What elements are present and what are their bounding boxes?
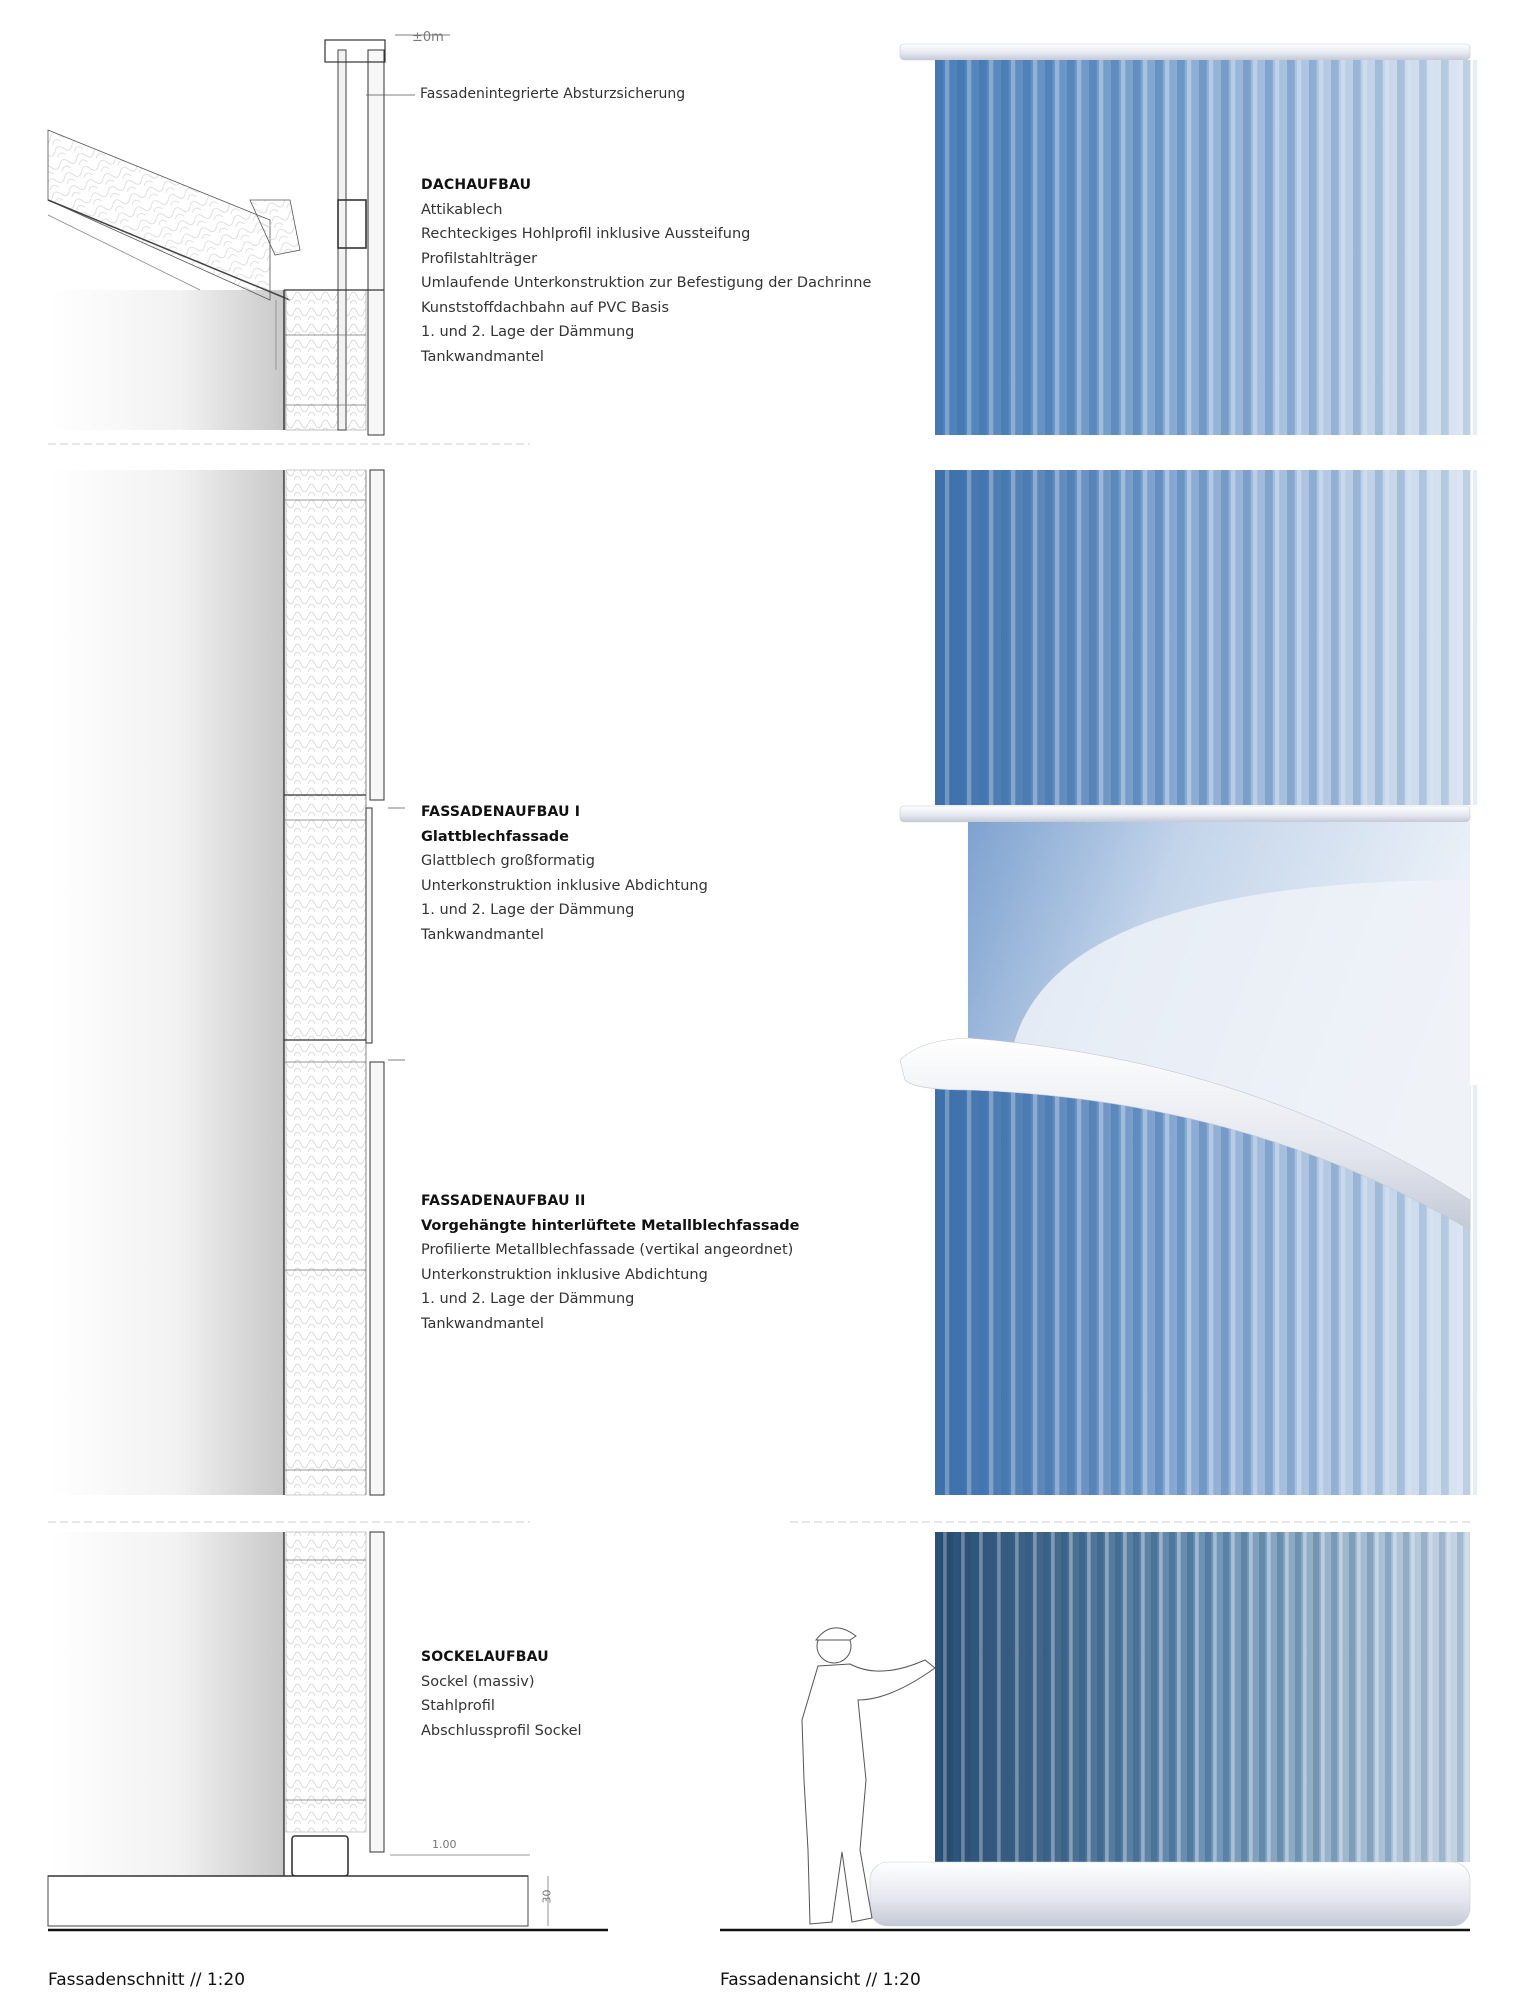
facade-rib-highlight — [1407, 470, 1411, 805]
callout-fall-protection: Fassadenintegrierte Absturzsicherung — [420, 86, 686, 102]
dachaufbau-item: Rechteckiges Hohlprofil inklusive Aussteifung — [421, 226, 751, 242]
facade-rib-highlight — [967, 60, 971, 435]
facade-rib — [1367, 1532, 1373, 1862]
facade-rib-highlight — [1473, 1085, 1477, 1495]
facade-rib — [1403, 1532, 1409, 1862]
section-wall-segment — [48, 470, 405, 1495]
sockelaufbau-heading: SOCKELAUFBAU — [421, 1649, 549, 1665]
facade-rib — [1133, 1532, 1139, 1862]
facade-rib — [1155, 60, 1163, 435]
facade-rib-highlight — [1165, 470, 1169, 805]
facade-rib-highlight — [1187, 1085, 1191, 1495]
facade-rib-highlight — [1121, 470, 1125, 805]
facade-rib — [1155, 470, 1163, 805]
facade-rib-highlight — [997, 1532, 1001, 1862]
fassadenaufbau-2-heading: FASSADENAUFBAU II — [421, 1193, 586, 1209]
facade-rib — [953, 1532, 959, 1862]
facade-rib-highlight — [1051, 1532, 1055, 1862]
facade-rib — [1349, 1532, 1355, 1862]
facade-rib-highlight — [1231, 1085, 1235, 1495]
level-label: ±0m — [412, 30, 444, 45]
dachaufbau-item: 1. und 2. Lage der Dämmung — [421, 324, 635, 340]
facade-rib — [1155, 1085, 1163, 1495]
facade-rib — [1331, 470, 1339, 805]
dimension-height-label: 30 — [540, 1889, 554, 1904]
facade-rib — [1265, 1085, 1273, 1495]
facade-rib — [1025, 1532, 1031, 1862]
facade-rib-highlight — [1077, 1085, 1081, 1495]
facade-rib — [1023, 470, 1031, 805]
facade-rib-highlight — [1069, 1532, 1073, 1862]
fassadenaufbau-2-item: Unterkonstruktion inklusive Abdichtung — [421, 1266, 708, 1283]
facade-rib-highlight — [1339, 1532, 1343, 1862]
fassadenaufbau-1-item: Unterkonstruktion inklusive Abdichtung — [421, 877, 708, 894]
facade-rib-highlight — [1357, 1532, 1361, 1862]
facade-rib — [1313, 1532, 1319, 1862]
facade-rib-highlight — [1011, 1085, 1015, 1495]
facade-rib-highlight — [1385, 60, 1389, 435]
note-sockelaufbau — [421, 1645, 582, 1743]
facade-rib — [1111, 470, 1119, 805]
fassadenaufbau-1-subheading: Glattblechfassade — [421, 828, 569, 845]
facade-rib — [1287, 60, 1295, 435]
facade-rib — [1133, 470, 1141, 805]
facade-rib-highlight — [967, 470, 971, 805]
facade-rib-highlight — [1231, 60, 1235, 435]
facade-rib — [1375, 60, 1383, 435]
facade-rib-highlight — [1363, 60, 1367, 435]
facade-rib-highlight — [1011, 470, 1015, 805]
facade-rib-highlight — [1321, 1532, 1325, 1862]
facade-rib — [1221, 470, 1229, 805]
facade-rib-highlight — [1341, 60, 1345, 435]
facade-rib — [1199, 470, 1207, 805]
facade-rib — [1023, 60, 1031, 435]
fassadenaufbau-2-item: Profilierte Metallblechfassade (vertikal angeordnet) — [421, 1242, 794, 1258]
facade-rib — [1187, 1532, 1193, 1862]
facade-rib-highlight — [1447, 1532, 1451, 1862]
facade-rib-highlight — [1429, 60, 1433, 435]
facade-rib — [1067, 470, 1075, 805]
facade-rib — [1243, 60, 1251, 435]
facade-rib-highlight — [1429, 470, 1433, 805]
facade-rib-highlight — [1143, 1085, 1147, 1495]
dachaufbau-item: Umlaufende Unterkonstruktion zur Befestigung der Dachrinne — [421, 275, 872, 291]
facade-rib-highlight — [1177, 1532, 1181, 1862]
facade-rib — [957, 470, 965, 805]
facade-rib — [1177, 1085, 1185, 1495]
facade-rib-highlight — [1267, 1532, 1271, 1862]
facade-rib — [1441, 60, 1449, 435]
facade-rib-highlight — [989, 60, 993, 435]
facade-rib-highlight — [1099, 60, 1103, 435]
facade-rib-highlight — [1209, 470, 1213, 805]
facade-rib — [1177, 60, 1185, 435]
facade-rib — [1079, 1532, 1085, 1862]
dachaufbau-item: Profilstahlträger — [421, 250, 538, 267]
facade-rib-highlight — [1275, 1085, 1279, 1495]
facade-rib — [1241, 1532, 1247, 1862]
facade-rib-highlight — [1209, 1085, 1213, 1495]
fassadenaufbau-2-subheading: Vorgehängte hinterlüftete Metallblechfassade — [421, 1217, 800, 1234]
facade-rib — [1045, 1085, 1053, 1495]
facade-rib — [935, 1532, 941, 1862]
facade-rib — [1441, 470, 1449, 805]
facade-rib — [1277, 1532, 1283, 1862]
facade-rib-highlight — [979, 1532, 983, 1862]
facade-rib — [1001, 1085, 1009, 1495]
facade-rib — [1439, 1532, 1445, 1862]
facade-rib-highlight — [1123, 1532, 1127, 1862]
facade-rib — [1045, 60, 1053, 435]
facade-rib-highlight — [1297, 470, 1301, 805]
facade-rib-highlight — [1451, 60, 1455, 435]
facade-rib — [957, 1085, 965, 1495]
facade-rib — [1177, 470, 1185, 805]
facade-rib-highlight — [1159, 1532, 1163, 1862]
caption-elevation: Fassadenansicht // 1:20 — [720, 1970, 921, 1990]
facade-rib — [1089, 60, 1097, 435]
facade-rib-highlight — [1011, 60, 1015, 435]
facade-rib-highlight — [1087, 1532, 1091, 1862]
facade-rib — [1089, 1085, 1097, 1495]
sockelaufbau-item: Sockel (massiv) — [421, 1673, 535, 1690]
dachaufbau-item: Attikablech — [421, 201, 503, 218]
facade-rib-highlight — [1319, 60, 1323, 435]
sockelaufbau-item: Abschlussprofil Sockel — [421, 1722, 582, 1739]
section-roof-segment — [48, 35, 450, 435]
facade-rib-highlight — [1121, 1085, 1125, 1495]
facade-rib-highlight — [1249, 1532, 1253, 1862]
facade-rib-highlight — [1451, 470, 1455, 805]
dimension-width-label: 1.00 — [432, 1838, 457, 1851]
facade-rib-highlight — [945, 470, 949, 805]
facade-rib — [1111, 1085, 1119, 1495]
facade-rib — [1001, 470, 1009, 805]
facade-rib-highlight — [1407, 60, 1411, 435]
facade-rib-highlight — [1165, 60, 1169, 435]
facade-rib-highlight — [1195, 1532, 1199, 1862]
facade-rib — [1375, 470, 1383, 805]
facade-rib-highlight — [1385, 470, 1389, 805]
facade-rib — [1309, 470, 1317, 805]
facade-rib-highlight — [1375, 1532, 1379, 1862]
facade-rib — [1419, 470, 1427, 805]
facade-rib-highlight — [1411, 1532, 1415, 1862]
dachaufbau-item: Tankwandmantel — [421, 348, 544, 365]
facade-rib — [1111, 60, 1119, 435]
facade-rib — [1397, 470, 1405, 805]
facade-rib — [1001, 60, 1009, 435]
facade-rib — [1259, 1532, 1265, 1862]
facade-rib — [1067, 1085, 1075, 1495]
facade-rib-highlight — [1187, 470, 1191, 805]
note-dachaufbau — [421, 173, 871, 369]
facade-rib — [1067, 60, 1075, 435]
facade-rib-highlight — [1297, 60, 1301, 435]
facade-rib — [1243, 1085, 1251, 1495]
facade-rib — [1265, 60, 1273, 435]
facade-rib — [979, 470, 987, 805]
facade-rib-highlight — [1187, 60, 1191, 435]
facade-rib-highlight — [1121, 60, 1125, 435]
facade-rib-highlight — [1285, 1532, 1289, 1862]
facade-rib-highlight — [1319, 470, 1323, 805]
facade-rib-highlight — [1253, 60, 1257, 435]
facade-rib — [1265, 470, 1273, 805]
facade-rib-highlight — [1033, 1532, 1037, 1862]
facade-rib — [1043, 1532, 1049, 1862]
dachaufbau-item: Kunststoffdachbahn auf PVC Basis — [421, 299, 669, 316]
facade-rib — [1309, 60, 1317, 435]
facade-rib-highlight — [1077, 60, 1081, 435]
facade-rib — [1221, 1085, 1229, 1495]
facade-rib — [1421, 1532, 1427, 1862]
facade-rib — [1295, 1532, 1301, 1862]
facade-rib-highlight — [1099, 470, 1103, 805]
facade-rib — [1007, 1532, 1013, 1862]
caption-section: Fassadenschnitt // 1:20 — [48, 1970, 246, 1990]
facade-rib — [1331, 60, 1339, 435]
facade-rib — [1463, 60, 1471, 435]
facade-rib — [979, 60, 987, 435]
facade-rib-highlight — [1275, 470, 1279, 805]
facade-rib-highlight — [1275, 60, 1279, 435]
fassadenaufbau-1-item: 1. und 2. Lage der Dämmung — [421, 902, 635, 918]
facade-rib — [1089, 470, 1097, 805]
facade-rib — [1115, 1532, 1121, 1862]
facade-rib-highlight — [1055, 60, 1059, 435]
facade-rib-highlight — [1363, 470, 1367, 805]
facade-rib-highlight — [1253, 1085, 1257, 1495]
note-fassadenaufbau-2 — [421, 1189, 799, 1336]
facade-rib-highlight — [1055, 470, 1059, 805]
facade-rib-highlight — [1231, 470, 1235, 805]
fassadenaufbau-1-heading: FASSADENAUFBAU I — [421, 804, 581, 820]
sockelaufbau-item: Stahlprofil — [421, 1698, 495, 1714]
facade-rib-highlight — [1033, 1085, 1037, 1495]
facade-rib — [1243, 470, 1251, 805]
facade-rib-highlight — [961, 1532, 965, 1862]
facade-rib — [971, 1532, 977, 1862]
facade-rib — [1385, 1532, 1391, 1862]
fassadenaufbau-1-item: Glattblech großformatig — [421, 853, 595, 869]
facade-rib-highlight — [1253, 470, 1257, 805]
facade-rib — [1133, 60, 1141, 435]
facade-rib — [1353, 60, 1361, 435]
facade-rib-highlight — [945, 1085, 949, 1495]
facade-rib-highlight — [1473, 470, 1477, 805]
facade-rib-highlight — [1015, 1532, 1019, 1862]
fassadenaufbau-2-item: 1. und 2. Lage der Dämmung — [421, 1291, 635, 1307]
facade-rib-highlight — [1165, 1085, 1169, 1495]
facade-rib — [1199, 60, 1207, 435]
facade-rib — [1045, 470, 1053, 805]
facade-rib — [1353, 470, 1361, 805]
facade-rib — [1397, 60, 1405, 435]
facade-rib-highlight — [1105, 1532, 1109, 1862]
facade-rib-highlight — [1033, 470, 1037, 805]
facade-rib-highlight — [943, 1532, 947, 1862]
facade-rib-highlight — [1341, 470, 1345, 805]
facade-rib-highlight — [1303, 1532, 1307, 1862]
facade-rib — [1023, 1085, 1031, 1495]
facade-rib-highlight — [1429, 1532, 1433, 1862]
facade-rib — [1061, 1532, 1067, 1862]
facade-rib-highlight — [1393, 1532, 1397, 1862]
facade-rib — [1331, 1532, 1337, 1862]
facade-rib — [1457, 1532, 1463, 1862]
facade-rib-highlight — [1465, 1532, 1469, 1862]
facade-rib-highlight — [1077, 470, 1081, 805]
facade-rib — [1097, 1532, 1103, 1862]
facade-rib-highlight — [945, 60, 949, 435]
facade-rib — [989, 1532, 995, 1862]
facade-rib-highlight — [1141, 1532, 1145, 1862]
facade-rib — [1419, 60, 1427, 435]
facade-rib — [1199, 1085, 1207, 1495]
facade-rib — [1223, 1532, 1229, 1862]
facade-rib-highlight — [1209, 60, 1213, 435]
facade-rib — [1151, 1532, 1157, 1862]
facade-rib-highlight — [1143, 470, 1147, 805]
facade-rib — [1205, 1532, 1211, 1862]
facade-rib-highlight — [1055, 1085, 1059, 1495]
facade-rib-highlight — [1033, 60, 1037, 435]
facade-rib — [1287, 470, 1295, 805]
facade-rib — [979, 1085, 987, 1495]
facade-rib-highlight — [989, 470, 993, 805]
facade-rib — [957, 60, 965, 435]
facade-rib-highlight — [1143, 60, 1147, 435]
fassadenaufbau-1-item: Tankwandmantel — [421, 926, 544, 943]
facade-rib — [1221, 60, 1229, 435]
facade-rib-highlight — [1473, 60, 1477, 435]
facade-rib — [1463, 470, 1471, 805]
facade-rib — [1169, 1532, 1175, 1862]
facade-rib — [935, 1085, 943, 1495]
facade-rib — [1133, 1085, 1141, 1495]
dachaufbau-heading: DACHAUFBAU — [421, 177, 532, 193]
facade-rib-highlight — [967, 1085, 971, 1495]
facade-rib-highlight — [1231, 1532, 1235, 1862]
facade-rib-highlight — [1099, 1085, 1103, 1495]
note-fassadenaufbau-1 — [421, 800, 708, 947]
facade-rib-highlight — [1213, 1532, 1217, 1862]
facade-rib-highlight — [989, 1085, 993, 1495]
facade-rib — [935, 60, 943, 435]
fassadenaufbau-2-item: Tankwandmantel — [421, 1315, 544, 1332]
facade-rib — [935, 470, 943, 805]
